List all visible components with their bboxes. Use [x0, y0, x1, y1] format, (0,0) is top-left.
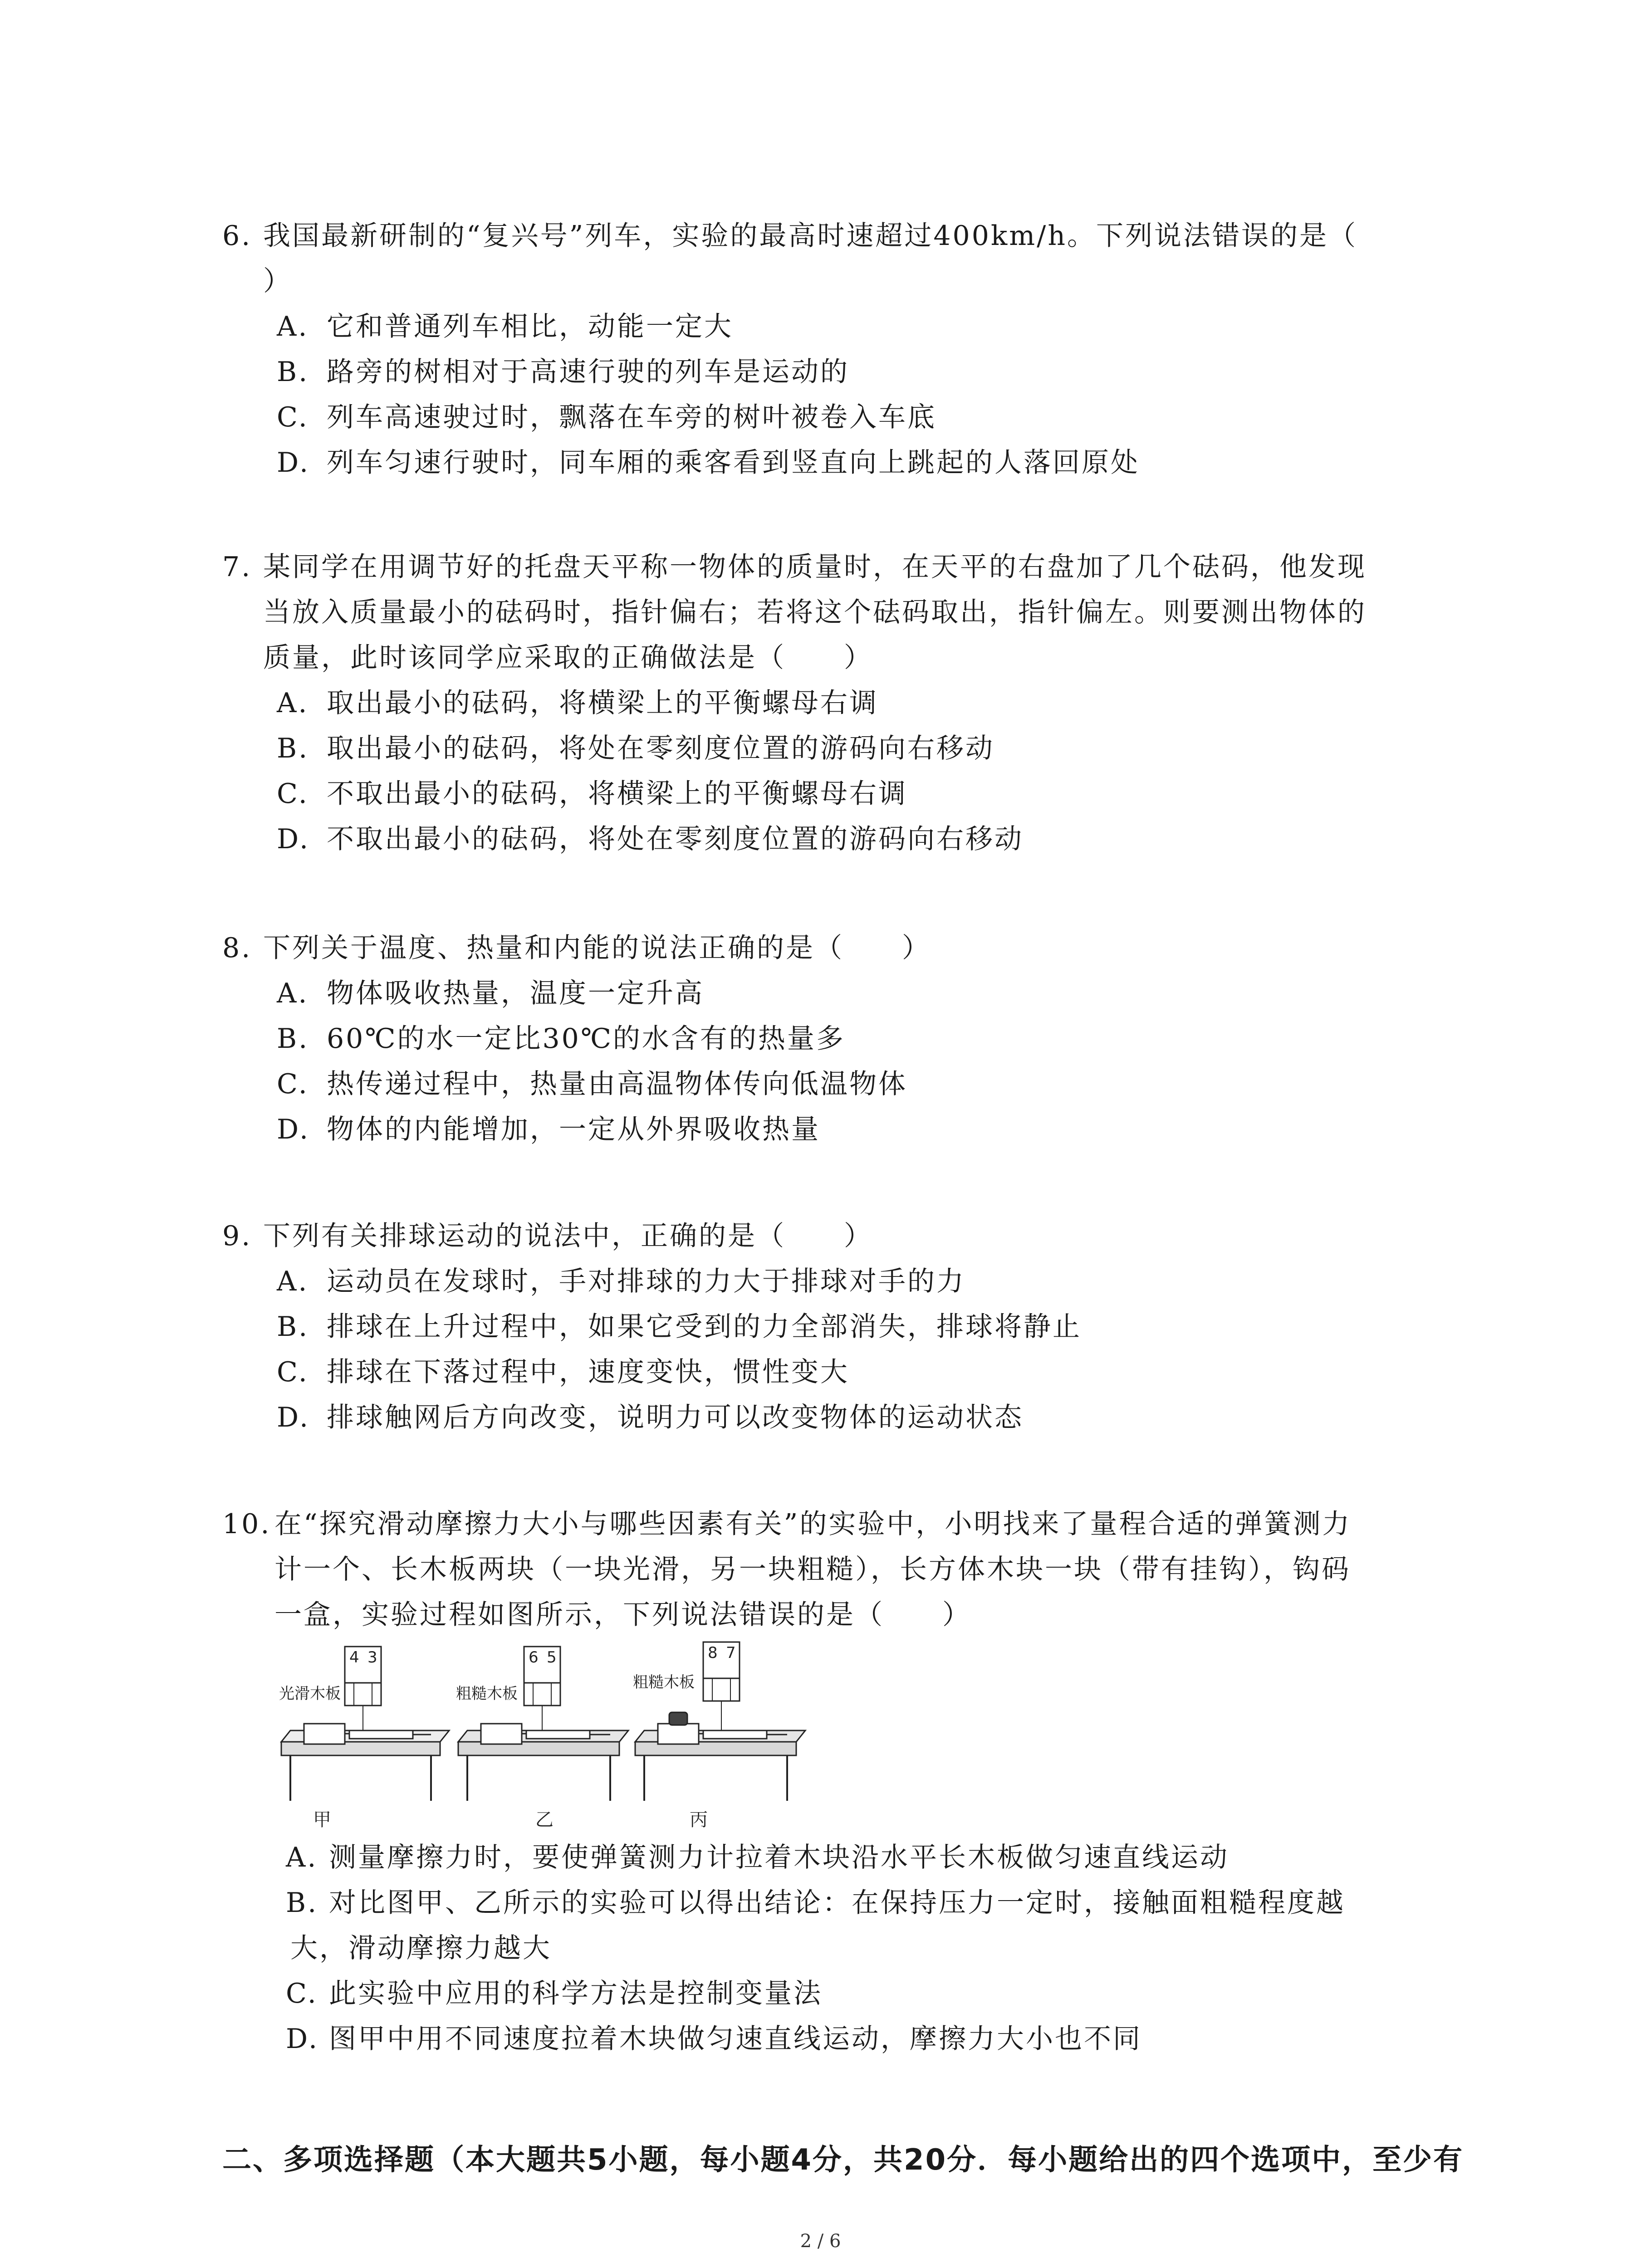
option-text: 路旁的树相对于高速行驶的列车是运动的 — [327, 356, 849, 388]
question-stem — [222, 213, 1474, 304]
page-number: 2 / 6 — [800, 2231, 841, 2252]
figure-caption: 甲 — [313, 1809, 331, 1828]
option-d — [222, 440, 1474, 485]
option-label: C. — [277, 778, 309, 810]
option-c — [222, 1349, 1474, 1395]
option-text: 排球在下落过程中，速度变快，惯性变大 — [327, 1356, 849, 1388]
option-text: 排球触网后方向改变，说明力可以改变物体的运动状态 — [327, 1402, 1024, 1433]
question-10 — [222, 1501, 1474, 1637]
question-6 — [222, 213, 1474, 485]
option-label: C. — [277, 1356, 309, 1388]
question-number: 10. — [222, 1508, 271, 1540]
board-label: 粗糙木板 — [633, 1673, 695, 1691]
option-label: A. — [277, 1266, 309, 1297]
stem-text: ） — [263, 265, 292, 297]
option-b — [222, 1880, 1474, 1926]
board-label: 光滑木板 — [279, 1685, 341, 1703]
option-text: 列车高速驶过时，飘落在车旁的树叶被卷入车底 — [327, 401, 936, 433]
option-d — [222, 2016, 1474, 2062]
option-label: D. — [286, 2023, 319, 2055]
question-number: 6. — [222, 220, 252, 252]
section-heading: 二、多项选择题（本大题共5小题，每小题4分，共20分．每小题给出的四个选项中，至少有 — [222, 2143, 1464, 2177]
question-9 — [222, 1213, 1474, 1440]
option-b-continuation — [222, 1926, 1474, 1971]
option-d — [222, 1395, 1474, 1440]
option-label: A. — [277, 978, 309, 1009]
stem-text: 某同学在用调节好的托盘天平称一物体的质量时，在天平的右盘加了几个砝码，他发现 — [263, 551, 1367, 583]
option-label: C. — [286, 1978, 318, 2009]
stem-text: 下列有关排球运动的说法中，正确的是（ ） — [263, 1220, 873, 1252]
stem-text: 质量，此时该同学应采取的正确做法是（ ） — [263, 642, 873, 674]
question-stem — [222, 1501, 1474, 1637]
stem-text: 我国最新研制的“复兴号”列车，实验的最高时速超过400km/h。下列说法错误的是（ — [263, 220, 1357, 252]
option-text: 排球在上升过程中，如果它受到的力全部消失，排球将静止 — [327, 1311, 1082, 1343]
option-c — [222, 1061, 1474, 1107]
option-a — [222, 1835, 1474, 1880]
stem-text: 当放入质量最小的砝码时，指针偏右；若将这个砝码取出，指针偏左。则要测出物体的 — [263, 596, 1367, 628]
option-label: B. — [277, 733, 309, 764]
option-text: 图甲中用不同速度拉着木块做匀速直线运动，摩擦力大小也不同 — [329, 2023, 1142, 2055]
option-a — [222, 680, 1474, 726]
stem-text: 在“探究滑动摩擦力大小与哪些因素有关”的实验中，小明找来了量程合适的弹簧测力 — [274, 1508, 1352, 1540]
figure-panel-b — [456, 1647, 628, 1828]
question-number: 8. — [222, 932, 252, 964]
option-text: 60℃的水一定比30℃的水含有的热量多 — [327, 1023, 845, 1055]
board-label: 粗糙木板 — [456, 1685, 518, 1703]
option-a — [222, 304, 1474, 349]
option-c — [222, 395, 1474, 440]
option-text: 它和普通列车相比，动能一定大 — [327, 311, 733, 342]
option-text: 物体的内能增加，一定从外界吸收热量 — [327, 1114, 820, 1145]
option-text: 对比图甲、乙所示的实验可以得出结论：在保持压力一定时，接触面粗糙程度越 — [329, 1887, 1345, 1919]
option-text: 列车匀速行驶时，同车厢的乘客看到竖直向上跳起的人落回原处 — [327, 447, 1140, 479]
question-8 — [222, 925, 1474, 1152]
question-10-options — [222, 1835, 1474, 2062]
option-label: B. — [277, 356, 309, 388]
option-b — [222, 1016, 1474, 1061]
figure-caption: 乙 — [535, 1809, 554, 1828]
option-text: 大，滑动摩擦力越大 — [290, 1932, 552, 1964]
option-d — [222, 1107, 1474, 1152]
stem-text: 一盒，实验过程如图所示，下列说法错误的是（ ） — [274, 1599, 971, 1631]
question-7 — [222, 544, 1474, 862]
option-label: B. — [277, 1023, 309, 1055]
scale-label: 3 — [367, 1648, 377, 1667]
option-label: B. — [277, 1311, 309, 1343]
option-label: C. — [277, 1068, 309, 1100]
friction-experiment-figure — [277, 1637, 821, 1828]
scale-label: 4 — [349, 1648, 359, 1667]
option-b — [222, 349, 1474, 395]
question-stem — [222, 1213, 1474, 1259]
scale-label: 6 — [529, 1648, 539, 1667]
option-text: 取出最小的砝码，将处在零刻度位置的游码向右移动 — [327, 733, 994, 764]
option-label: A. — [277, 687, 309, 719]
option-label: D. — [277, 447, 310, 479]
stem-text: 下列关于温度、热量和内能的说法正确的是（ ） — [263, 932, 931, 964]
option-label: D. — [277, 823, 310, 855]
option-text: 测量摩擦力时，要使弹簧测力计拉着木块沿水平长木板做匀速直线运动 — [329, 1842, 1229, 1873]
option-a — [222, 1259, 1474, 1304]
option-label: D. — [277, 1402, 310, 1433]
option-text: 物体吸收热量，温度一定升高 — [327, 978, 704, 1009]
option-c — [222, 771, 1474, 816]
option-label: C. — [277, 401, 309, 433]
option-label: A. — [286, 1842, 318, 1873]
scale-label: 5 — [547, 1648, 557, 1667]
scale-label: 7 — [726, 1644, 736, 1662]
stem-text: 计一个、长木板两块（一块光滑，另一块粗糙），长方体木块一块（带有挂钩），钩码 — [274, 1554, 1351, 1585]
question-number: 7. — [222, 551, 252, 583]
option-text: 不取出最小的砝码，将处在零刻度位置的游码向右移动 — [327, 823, 1024, 855]
question-stem — [222, 544, 1474, 680]
option-d — [222, 816, 1474, 862]
option-text: 热传递过程中，热量由高温物体传向低温物体 — [327, 1068, 907, 1100]
option-text: 不取出最小的砝码，将横梁上的平衡螺母右调 — [327, 778, 907, 810]
question-number: 9. — [222, 1220, 252, 1252]
option-label: A. — [277, 311, 309, 342]
option-text: 此实验中应用的科学方法是控制变量法 — [329, 1978, 823, 2009]
scale-label: 8 — [708, 1644, 718, 1662]
option-a — [222, 971, 1474, 1016]
option-b — [222, 1304, 1474, 1349]
figure-panel-a — [279, 1647, 449, 1828]
option-b — [222, 726, 1474, 771]
figure-caption: 丙 — [690, 1809, 708, 1828]
figure-panel-c — [633, 1642, 805, 1828]
option-label: D. — [277, 1114, 310, 1145]
option-label: B. — [286, 1887, 318, 1919]
option-text: 运动员在发球时，手对排球的力大于排球对手的力 — [327, 1266, 965, 1297]
option-text: 取出最小的砝码，将横梁上的平衡螺母右调 — [327, 687, 878, 719]
question-stem — [222, 925, 1474, 971]
option-c — [222, 1971, 1474, 2016]
